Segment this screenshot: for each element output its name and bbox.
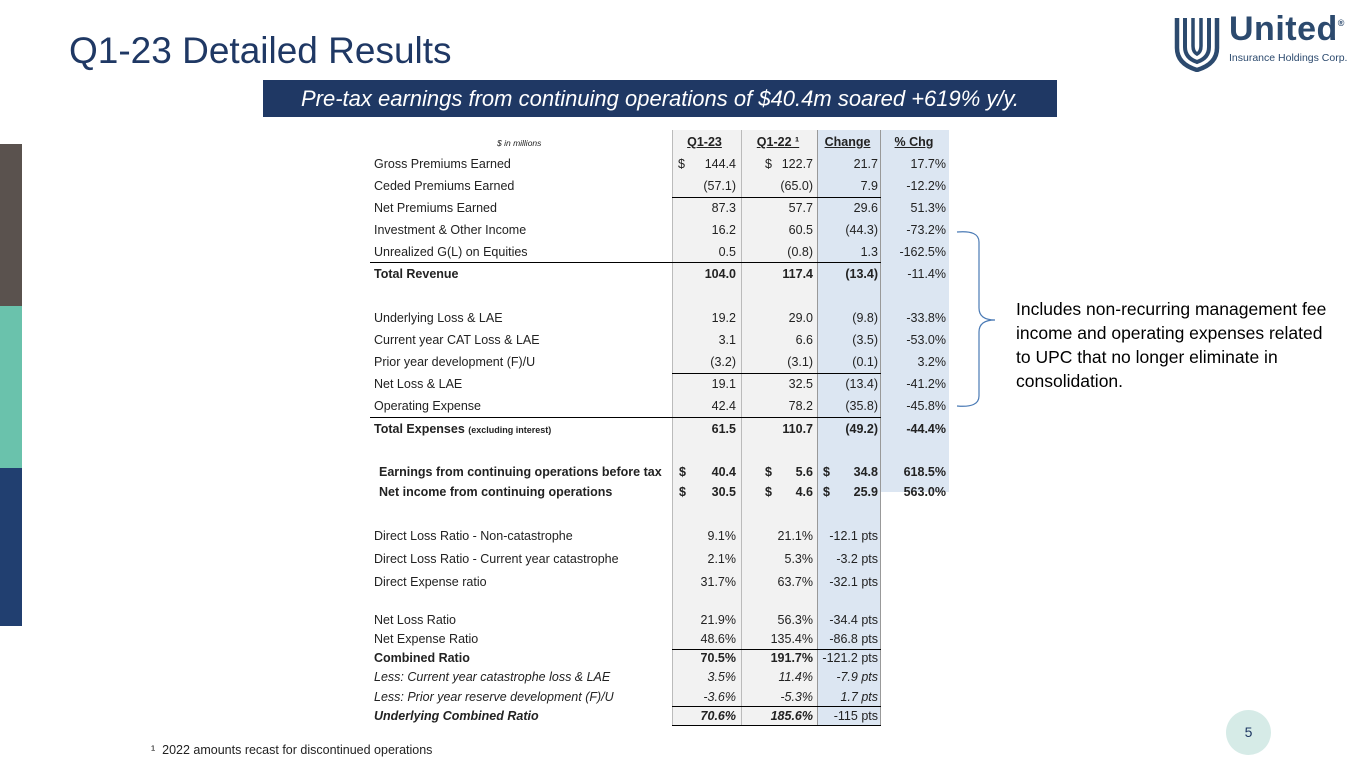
total-revenue-rule (370, 262, 881, 263)
footnote: ¹ 2022 amounts recast for discontinued operations (151, 743, 433, 757)
page-number: 5 (1226, 710, 1271, 755)
side-accent-teal (0, 306, 22, 468)
side-accent-taupe (0, 144, 22, 306)
underlying-ratio-rule (672, 706, 881, 707)
combined-ratio-rule (672, 649, 881, 650)
subtotal-rule (672, 197, 881, 198)
page-title: Q1-23 Detailed Results (69, 30, 452, 71)
header-q1-23: Q1-23 (687, 135, 722, 149)
bracket-connector (955, 228, 1015, 410)
side-accent-navy (0, 468, 22, 626)
subtotal-rule (672, 373, 881, 374)
header-q1-22: Q1-22 ¹ (756, 135, 800, 149)
table-bottom-rule (672, 725, 881, 726)
logo-subtitle: Insurance Holdings Corp. (1229, 52, 1348, 64)
logo-wordmark: United® (1229, 10, 1345, 48)
company-logo (1172, 10, 1357, 72)
units-note: $ in millions (497, 138, 542, 148)
annotation-note: Includes non-recurring management fee income and operating expenses related to UPC that no longer eliminate in consolidation. (1016, 299, 1327, 391)
header-change: Change (824, 135, 871, 149)
header-pct-chg: % Chg (894, 135, 934, 149)
logo-shield-icon (1174, 16, 1220, 72)
total-expenses-rule (370, 417, 881, 418)
headline-banner: Pre-tax earnings from continuing operations of $40.4m soared +619% y/y. (263, 80, 1057, 117)
results-table: $ in millions Q1-23 Q1-22 ¹ Change % Chg Gross Premiums Earned $ 144.4 $ 122.7 21.7 17.7% Ceded Premiums Earned (57.1) (65.0) 7.9 -12.2% Net Premiums Earned 87.3 57.7 29.6 51.3% Investment & Other Income 16.2 60.5 (44.3) -73.2% Unrealized G(L) on Equities 0.5 (0.8) 1.3 -162.5% Total Revenue 104.0 117.4 (13.4) -11.4% Underlying Loss & LAE 19.2 29.0 (9.8) -33.8% Current year CAT Loss & LAE 3.1 6.6 (3.5) -53.0% Prior year development (F)/U (3.2) (3.1) (0.1) 3.2% Net Loss & LAE 19.1 32.5 (13.4) -41.2% Operating Expense 42.4 78.2 (35.8) -45.8% Total Expenses (excluding interest) 61.5 110.7 (49.2) -44.4% Earnings from continuing operations before tax $ 40.4 $ 5.6 $ 34.8 618.5% Net income from continuing operations $ 30.5 $ 4.6 $ 25.9 563.0% Direct Loss Ratio - Non-catastrophe 9.1% 21.1% -12.1 pts Direct Loss Ratio - Current year catastrophe 2.1% 5.3% -3.2 pts Direct Expense ratio 31.7% 63.7% -32.1 pts Net Loss Ratio 21.9% 56.3% -34.4 pts Net Expense Ratio 48.6% 135.4% -86.8 pts Combined Ratio 70.5% 191.7% -121.2 pts Less: Current year catastrophe loss & LAE 3.5% 11.4% -7.9 pts Less: Prior year reserve development (F)/U -3.6% -5.3% 1.7 pts Underlying Combined Ratio 70.6% 185.6% -115 pts (370, 130, 950, 726)
